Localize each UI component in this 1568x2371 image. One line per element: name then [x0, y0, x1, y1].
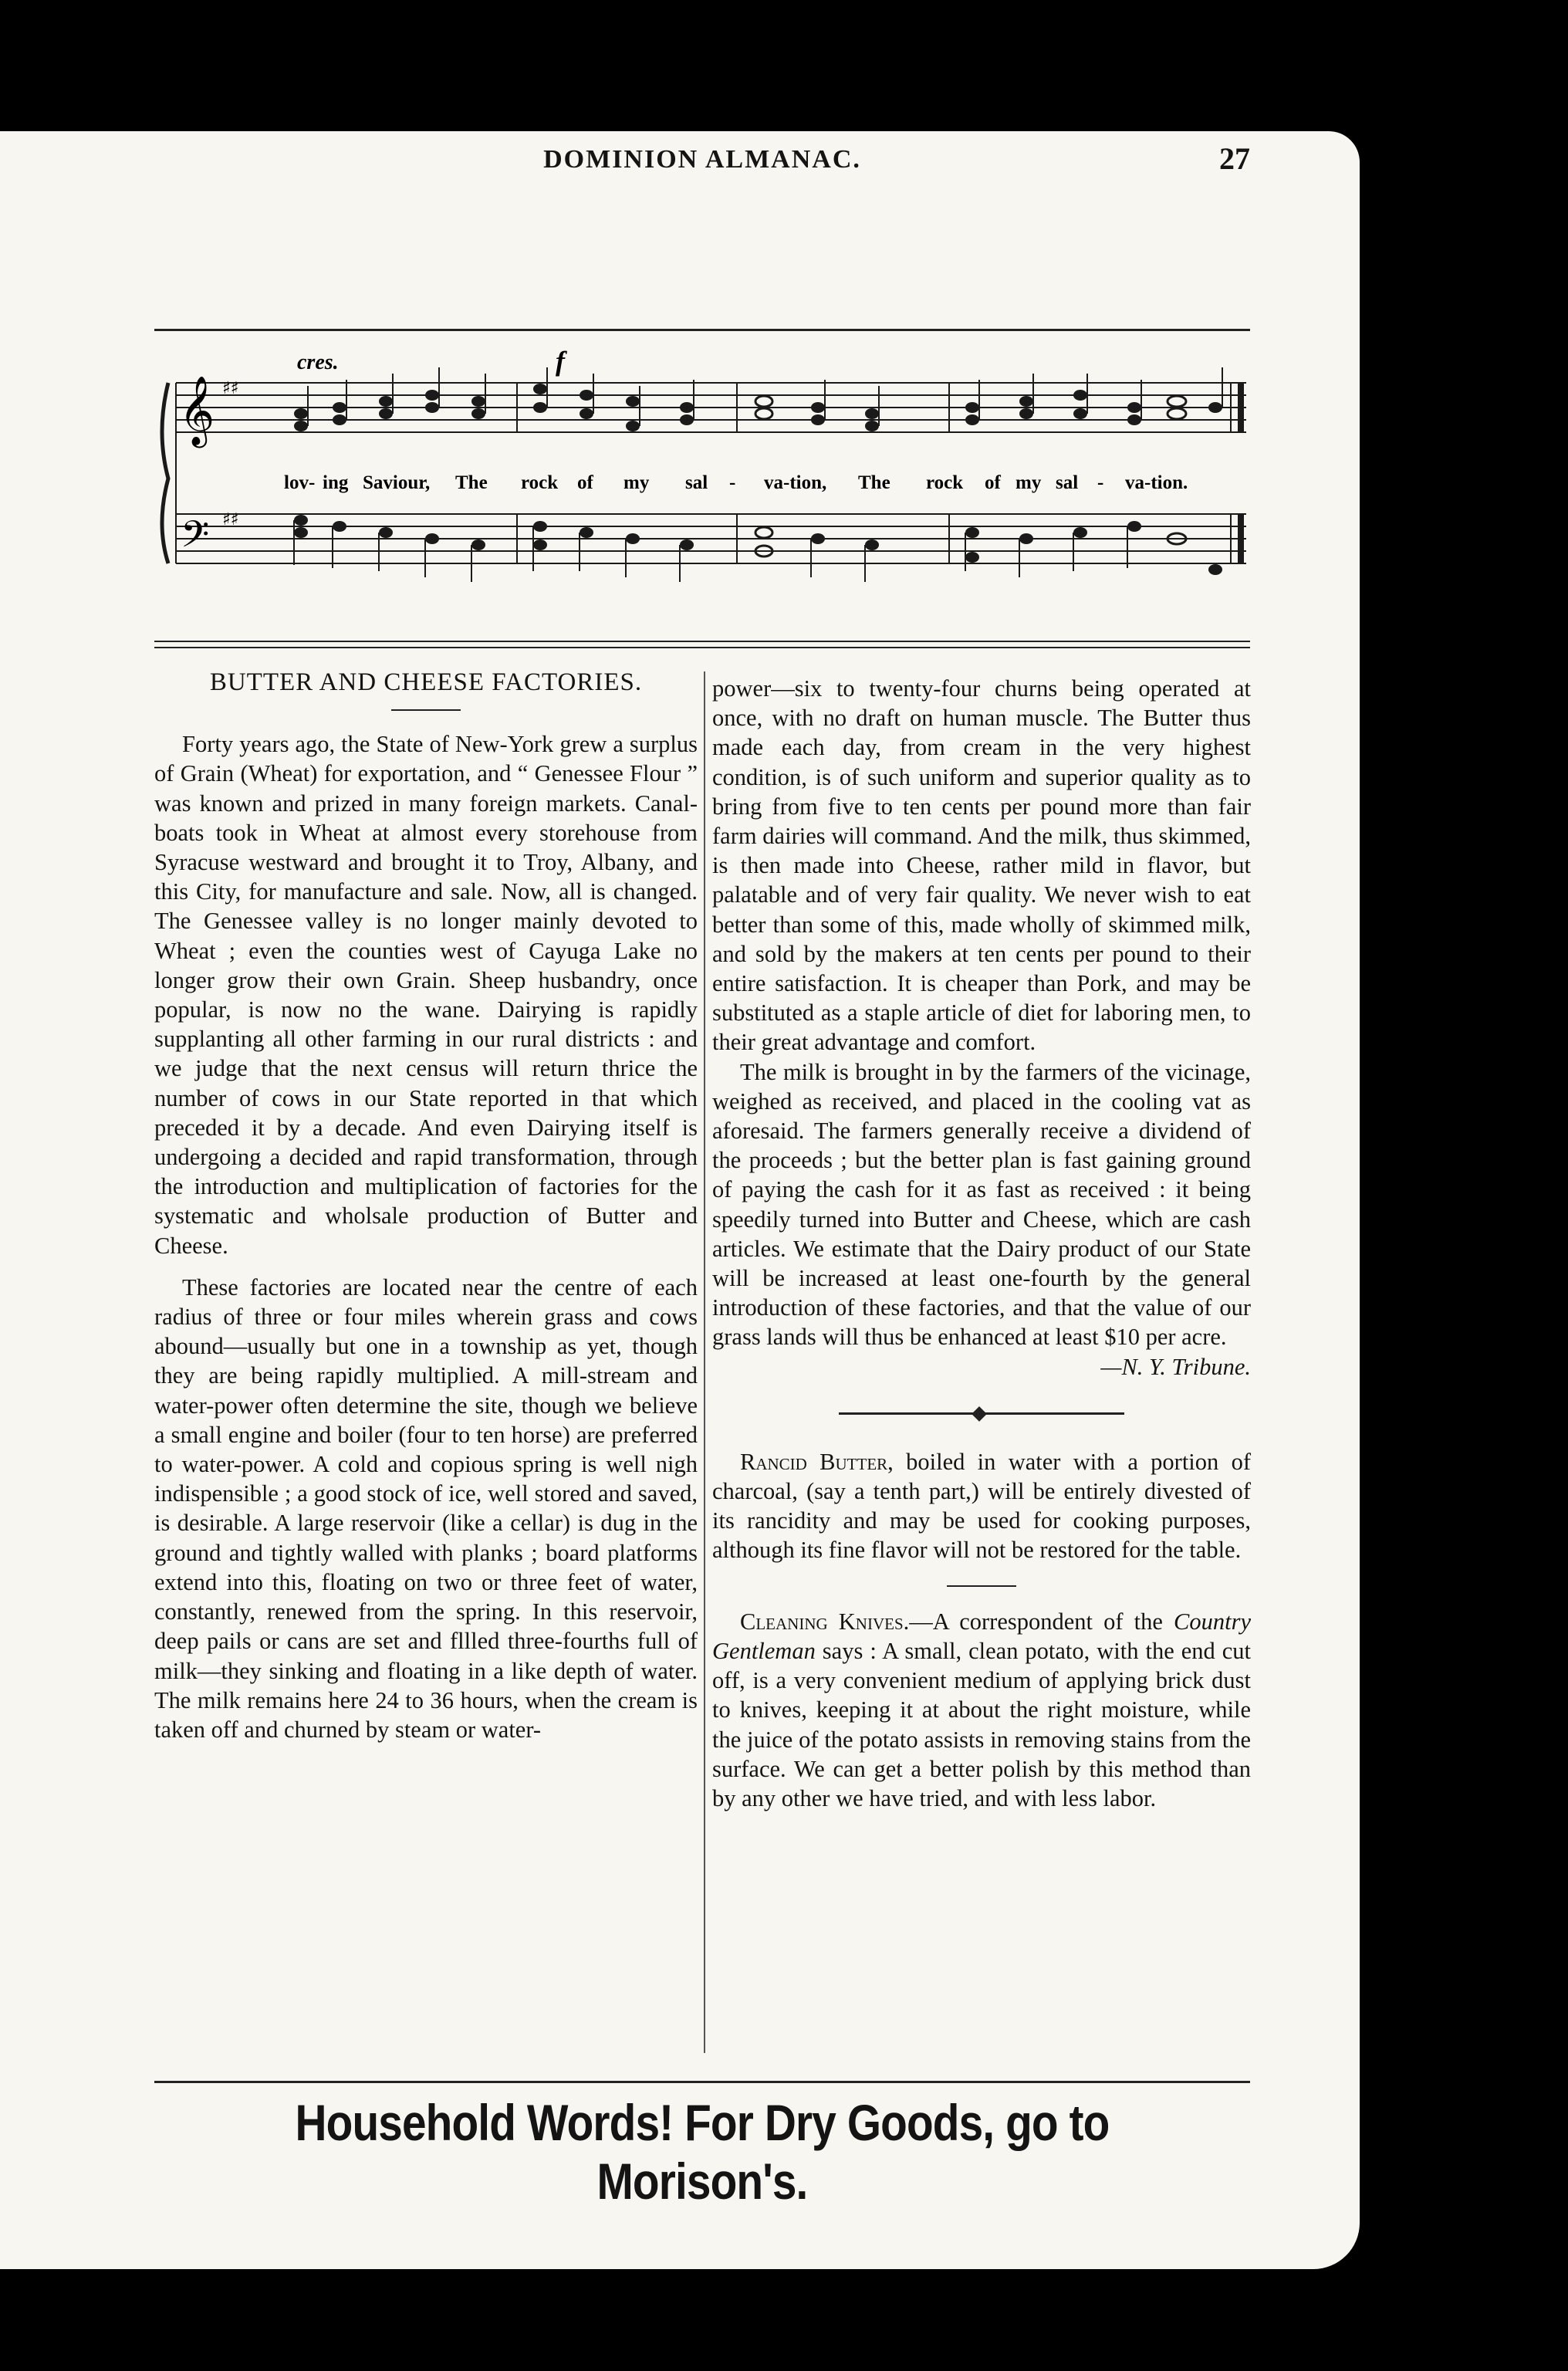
lyric-syllable: of [985, 472, 1001, 493]
note-rule [947, 1585, 1016, 1587]
article-paragraph: These factories are located near the centre of each radius of three or four miles wherein grass and cows abound—usually but one in a township as yet, though they are being rapidly multiplied. A mill-stream and water-power often determine the site, though we believe a small engine and boiler (four to ten horse) are preferred to water-power. A cold and copious spring is well nigh indispensible ; a good stock of ice, well stored and saved, is desirable. A large reservoir (like a cellar) is dug in the ground and tightly walled with planks ; board platforms extend into this, floating on two or three feet of water, constantly, renewed from the spring. In this reservoir, deep pails or cans are set and fllled three-fourths full of milk—they sinking and floating in a like depth of water. The milk remains here 24 to 36 hours, when the cream is taken off and churned by steam or water- [154, 1273, 698, 1743]
note-body: says : A small, clean potato, with the end cut off, is a very convenient medium of applying brick dust to knives, keeping it at about the right moisture, while the juice of the potato assists in removing stains from the surface. We can get a better polish by this method than by any other we have tried, and with less labor. [712, 1637, 1251, 1811]
lyric-syllable: sal [685, 472, 708, 493]
music-rule-bottom [154, 647, 1250, 648]
note-title: Cleaning Knives. [740, 1608, 910, 1635]
music-score [154, 340, 1250, 617]
column-divider [704, 671, 705, 2053]
note-rancid-butter [712, 1447, 1251, 1565]
lyric-syllable: va-tion, [764, 472, 827, 493]
lyric-syllable: my [1015, 472, 1042, 493]
footer-rule [154, 2081, 1250, 2083]
article-paragraph: Forty years ago, the State of New-York grew a surplus of Grain (Wheat) for exportation, and “ Genessee Flour ” was known and prized in many foreign markets. Canal-boats took in Wheat at almost every storehouse from Syracuse westward and brought it to Troy, Albany, and this City, for manufacture and sale. Now, all is changed. The Genessee valley is no longer mainly devoted to Wheat ; even the counties west of Cayuga Lake no longer grow their own Grain. Sheep husbandry, once popular, is now no the wane. Dairying is rapidly supplanting all other farming in our rural districts : and we judge that the next census will return thrice the number of cows in our State reported in that which preceded it by a decade. And even Dairying itself is undergoing a decided and rapid transformation, through the introduction and multiplication of factories for the systematic and wholsale production of Butter and Cheese. [154, 731, 698, 1259]
note-cleaning-knives [712, 1607, 1251, 1813]
music-rule-top [154, 641, 1250, 642]
lyric-syllable: rock [926, 472, 964, 493]
lyric-syllable: - [1097, 472, 1104, 493]
lyric-syllable: of [577, 472, 593, 493]
lyric-syllable: The [455, 472, 488, 493]
treble-clef: 𝄞 [179, 376, 215, 445]
almanac-title: DOMINION ALMANAC. [543, 145, 861, 174]
bass-clef: 𝄢 [181, 512, 210, 565]
article-source: —N. Y. Tribune. [1100, 1353, 1251, 1380]
note-text: —A correspondent of the [909, 1608, 1174, 1635]
lyric-syllable: my [623, 472, 650, 493]
lyric-syllable: Saviour, [363, 472, 431, 493]
dynamic-cres: cres. [297, 350, 339, 374]
note-body: boiled in water with a portion of charcoal, (say a tenth part,) will be entirely divested of its rancidity and may be used for cooking purposes, although its fine flavor will not be restored for the table. [712, 1448, 1252, 1564]
right-column [712, 674, 1251, 1813]
lyric-syllable: rock [521, 472, 559, 493]
note-source: Country Gentleman [712, 1608, 1252, 1664]
left-column [154, 668, 698, 1744]
ornamental-rule [839, 1412, 1124, 1415]
article-paragraph: The milk is brought in by the farmers of the vicinage, weighed as received, and placed in the cooling vat as aforesaid. The farmers generally receive a dividend of the proceeds ; but the better plan is fast gaining ground of paying the cash for it as fast as received : it being speedily turned into Butter and Cheese, which are cash articles. We estimate that the Dairy product of our State will be increased at least one-fourth by the general introduction of these factories, and that the value of our grass lands will thus be enhanced at least $10 per acre. [712, 1058, 1251, 1351]
svg-text:♯♯: ♯♯ [222, 510, 239, 529]
page-number: 27 [1219, 141, 1250, 176]
dynamic-forte: f [556, 346, 565, 377]
lyric-syllable: sal [1056, 472, 1079, 493]
notes-bass [294, 515, 1222, 575]
footer-advert: Household Words! For Dry Goods, go to Morison's. [295, 2094, 1110, 2210]
lyric-syllable: The [858, 472, 890, 493]
running-head [154, 141, 1250, 191]
note-title: Rancid Butter, [740, 1448, 894, 1475]
heading-rule [391, 709, 461, 711]
lyric-syllable: va-tion. [1125, 472, 1188, 493]
lyric-syllable: - [729, 472, 736, 493]
lyrics-line [154, 467, 1250, 498]
header-rule [154, 329, 1250, 331]
svg-text:♯♯: ♯♯ [222, 379, 239, 398]
lyric-syllable: lov- [284, 472, 316, 493]
lyric-syllable: ing [323, 472, 349, 493]
article-heading: BUTTER AND CHEESE FACTORIES. [209, 668, 643, 696]
article-paragraph: power—six to twenty-four churns being operated at once, with no draft on human muscle. The Butter thus made each day, from cream in the very highest condition, is of such uniform and superior quality as to bring from five to ten cents per pound more than fair farm dairies will command. And the milk, thus skimmed, is then made into Cheese, rather mild in flavor, but palatable and of very fair quality. We never wish to eat better than some of this, made wholly of skimmed milk, and sold by the makers at ten cents per pound to their entire satisfaction. It is cheaper than Pork, and may be substituted as a staple article of diet for laboring men, to their great advantage and comfort. [712, 675, 1251, 1056]
